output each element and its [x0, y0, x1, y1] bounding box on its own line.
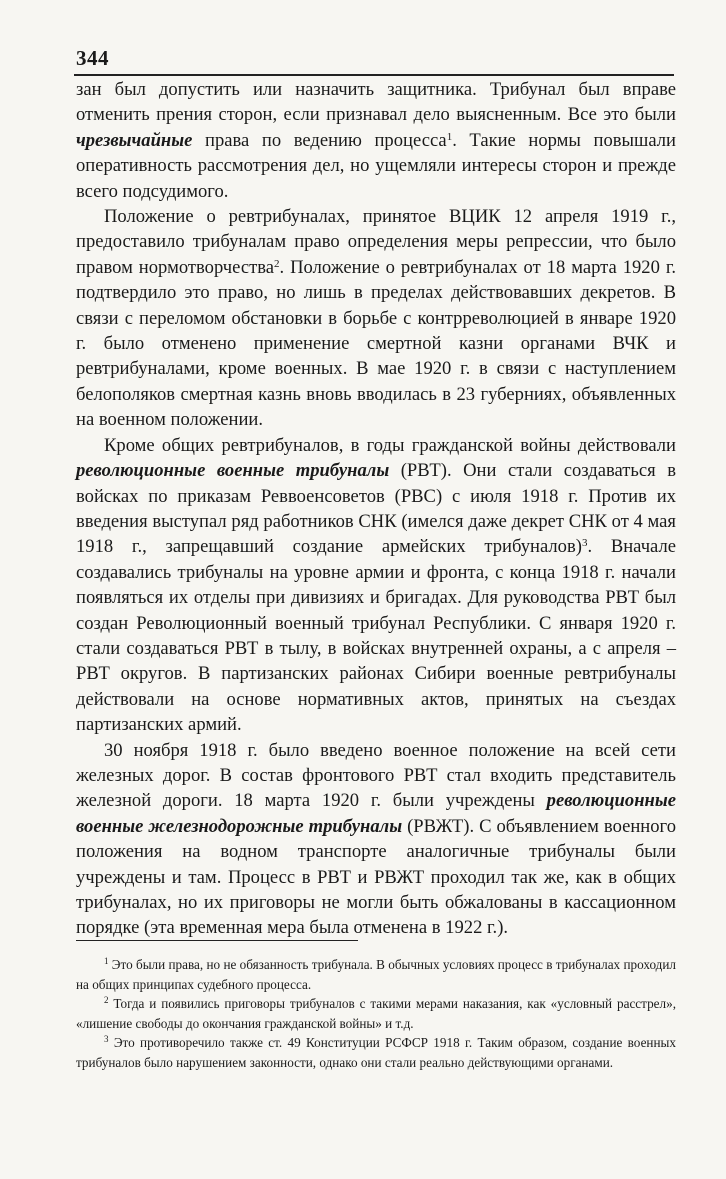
footnotes	[76, 955, 676, 1072]
paragraph-2	[76, 204, 676, 433]
footnote-3-text: Это противоречило также ст. 49 Конституции РСФСР 1918 г. Таким образом, создание военных трибуналов было нарушением законности, однако они стали реально действующими органами.	[76, 1035, 676, 1070]
paragraph-4-text-a: 30 ноября 1918 г. было введено военное положение на всей сети железных дорог. В состав фронтового РВТ стал входить представитель железной дороги. 18 марта 1920 г. были учреждены	[76, 739, 676, 812]
paragraph-3-text-a: Кроме общих ревтрибуналов, в годы гражданской войны действовали	[104, 434, 676, 456]
paragraph-2-text-b: . Положение о ревтрибуналах от 18 марта 1920 г. подтвердило это право, но лишь в пределах действовавших декретов. В связи с переломом обстановки в борьбе с контрреволюцией в январе 1920 г. было отменено применение смертной казни органами ВЧК и ревтрибуналами, кроме военных. В мае 1920 г. в связи с наступлением белополяков смертная казнь вновь вводилась в 23 губерниях, объявленных на военном положении.	[76, 256, 676, 431]
footnote-divider	[76, 940, 358, 941]
footnote-2-number: 2	[104, 995, 109, 1005]
footnote-2	[76, 994, 676, 1033]
emphasis-railway-tribunals: революционные военные железнодорожные трибуналы	[76, 790, 676, 837]
footnote-1-number: 1	[104, 956, 109, 966]
paragraph-1-text-b: права по ведению процесса	[192, 129, 447, 151]
emphasis-extraordinary: чрезвычайные	[76, 129, 193, 151]
footnote-2-text: Тогда и появились приговоры трибуналов с такими мерами наказания, как «условный расстрел», «лишение свободы до окончания гражданской войны» и т.д.	[76, 996, 676, 1031]
footnote-3-number: 3	[104, 1034, 109, 1044]
footnote-3	[76, 1033, 676, 1072]
paragraph-1	[76, 77, 676, 204]
paragraph-2-text-a: Положение о ревтрибуналах, принятое ВЦИК 12 апреля 1919 г., предоставило трибуналам право определения меры репрессии, что было правом нормотворчества	[76, 206, 676, 278]
footnote-1-text: Это были права, но не обязанность трибунала. В обычных условиях процесс в трибуналах проходил на общих принципах судебного процесса.	[76, 957, 677, 992]
footnote-ref-2[interactable]: 2	[274, 257, 280, 270]
page-header	[74, 44, 674, 76]
emphasis-military-tribunals: революционные военные трибуналы	[76, 460, 390, 482]
paragraph-4	[76, 738, 676, 941]
paragraph-4-text-b: (РВЖТ). С объявлением военного положения на водном транспорте аналогичные трибуналы были учреждены и там. Процесс в РВТ и РВЖТ проходил так же, как в общих трибуналах, но их приговоры не могли быть обжалованы в кассационном порядке (эта временная мера была отменена в 1922 г.).	[76, 815, 677, 939]
page-number: 344	[76, 46, 109, 70]
paragraph-3	[76, 433, 676, 738]
footnote-ref-1[interactable]: 1	[446, 130, 453, 143]
paragraph-3-text-c: . Вначале создавались трибуналы на уровне армии и фронта, с конца 1918 г. начали появляться их отделы при дивизиях и бригадах. Для руководства РВТ был создан Революционный военный трибунал Республики. С января 1920 г. стали создаваться РВТ в тылу, в войсках внутренней охраны, а с апреля – РВТ округов. В партизанских районах Сибири военные ревтрибуналы действовали на основе нормативных актов, принятых на съездах партизанских армий.	[76, 536, 676, 736]
paragraph-3-text-b: (РВТ). Они стали создаваться в войсках по приказам Реввоенсоветов (РВС) с июля 1918 г. Против их введения выступал ряд работников СНК (имелся даже декрет СНК от 4 мая 1918 г., запрещавший создание армейских трибуналов)	[76, 460, 676, 558]
paragraph-1-text-c: . Такие нормы повышали оперативность рассмотрения дел, но ущемляли интересы сторон и прежде всего подсудимого.	[76, 129, 676, 202]
footnote-ref-3[interactable]: 3	[581, 537, 588, 550]
main-text	[76, 77, 676, 941]
footnote-1	[76, 955, 676, 994]
paragraph-1-text-a: зан был допустить или назначить защитника. Трибунал был вправе отменить прения сторон, если признавал дело выясненным. Все это были	[76, 79, 676, 126]
